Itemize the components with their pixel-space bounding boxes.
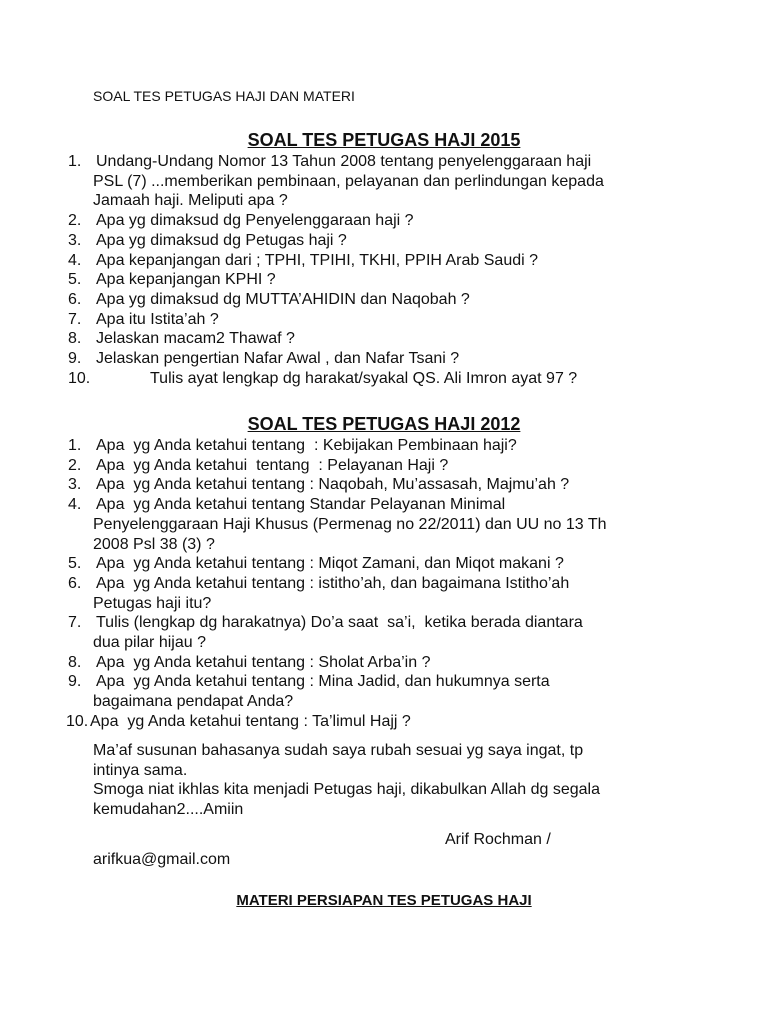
- question-number: 9.: [68, 350, 82, 367]
- author-email: arifkua@gmail.com: [93, 851, 231, 868]
- closing-line: intinya sama.: [93, 762, 188, 779]
- question-number: 7.: [68, 310, 82, 328]
- question-number: 5.: [68, 555, 82, 573]
- question-text: Apa yg dimaksud dg MUTTA’AHIDIN dan Naqobah ?: [96, 290, 470, 308]
- question-number: 1.: [68, 437, 82, 454]
- question-text: Penyelenggaraan Haji Khusus (Permenag no 22/2011) dan UU no 13 Th: [93, 515, 607, 533]
- question-text: bagaimana pendapat Anda?: [93, 693, 294, 711]
- question-text: Tulis ayat lengkap dg harakat/syakal QS. Ali Imron ayat 97 ?: [150, 369, 578, 387]
- question-text: Apa yg Anda ketahui tentang : Sholat Arba’in ?: [96, 653, 431, 671]
- question-number: 4.: [68, 251, 82, 269]
- closing-line: Ma’af susunan bahasanya sudah saya rubah sesuai yg saya ingat, tp: [93, 742, 584, 759]
- question-text: Apa yg dimaksud dg Petugas haji ?: [96, 231, 347, 249]
- question-text: Petugas haji itu?: [93, 594, 212, 612]
- question-text: Undang-Undang Nomor 13 Tahun 2008 tentang penyelenggaraan haji: [96, 153, 592, 170]
- document-header: SOAL TES PETUGAS HAJI DAN MATERI: [93, 88, 355, 104]
- question-text: Apa kepanjangan KPHI ?: [96, 271, 276, 289]
- question-number: 6.: [68, 290, 82, 308]
- question-number: 2.: [68, 456, 82, 474]
- question-number: 3.: [68, 476, 82, 494]
- question-text: Apa yg dimaksud dg Penyelenggaraan haji ?: [96, 212, 414, 230]
- author-name: Arif Rochman /: [445, 831, 551, 848]
- question-number: 1.: [68, 153, 82, 170]
- question-text: Jamaah haji. Meliputi apa ?: [93, 192, 288, 210]
- question-number: 6.: [68, 574, 82, 592]
- question-text: Apa yg Anda ketahui tentang : Ta’limul Hajj ?: [90, 712, 411, 730]
- question-text: Apa yg Anda ketahui tentang : Kebijakan Pembinaan haji?: [96, 437, 517, 454]
- question-text: Apa kepanjangan dari ; TPHI, TPIHI, TKHI, PPIH Arab Saudi ?: [96, 251, 539, 269]
- question-number: 9.: [68, 673, 82, 691]
- question-text: Apa itu Istita’ah ?: [96, 310, 219, 328]
- question-number: 4.: [68, 496, 82, 514]
- section-title-2012: SOAL TES PETUGAS HAJI 2012: [247, 414, 521, 434]
- question-text: PSL (7) ...memberikan pembinaan, pelayanan dan perlindungan kepada: [93, 172, 604, 190]
- question-text: Apa yg Anda ketahui tentang : istitho’ah, dan bagaimana Istitho’ah: [96, 574, 570, 592]
- question-text: 2008 Psl 38 (3) ?: [93, 535, 215, 553]
- question-number: 8.: [68, 330, 82, 348]
- question-number: 7.: [68, 614, 82, 632]
- question-text: Jelaskan pengertian Nafar Awal , dan Nafar Tsani ?: [96, 350, 460, 367]
- question-number: 3.: [68, 231, 82, 249]
- question-text: Apa yg Anda ketahui tentang Standar Pelayanan Minimal: [96, 496, 506, 514]
- question-number: 5.: [68, 271, 82, 289]
- question-text: Apa yg Anda ketahui tentang : Miqot Zamani, dan Miqot makani ?: [96, 555, 564, 573]
- materi-title: MATERI PERSIAPAN TES PETUGAS HAJI: [236, 892, 532, 909]
- question-text: Tulis (lengkap dg harakatnya) Do’a saat sa’i, ketika berada diantara: [96, 614, 583, 632]
- question-text: Apa yg Anda ketahui tentang : Naqobah, Mu’assasah, Majmu’ah ?: [96, 476, 570, 494]
- question-text: Jelaskan macam2 Thawaf ?: [96, 330, 295, 348]
- question-number: 2.: [68, 212, 82, 230]
- question-text: dua pilar hijau ?: [93, 634, 206, 651]
- closing-line: kemudahan2....Amiin: [93, 801, 244, 818]
- question-number: 10.: [68, 369, 91, 387]
- question-text: Apa yg Anda ketahui tentang : Pelayanan Haji ?: [96, 456, 449, 474]
- question-number: 10.: [66, 712, 89, 730]
- question-text: Apa yg Anda ketahui tentang : Mina Jadid, dan hukumnya serta: [96, 673, 550, 691]
- section-title-2015: SOAL TES PETUGAS HAJI 2015: [247, 130, 521, 150]
- question-number: 8.: [68, 653, 82, 671]
- closing-line: Smoga niat ikhlas kita menjadi Petugas haji, dikabulkan Allah dg segala: [93, 781, 600, 798]
